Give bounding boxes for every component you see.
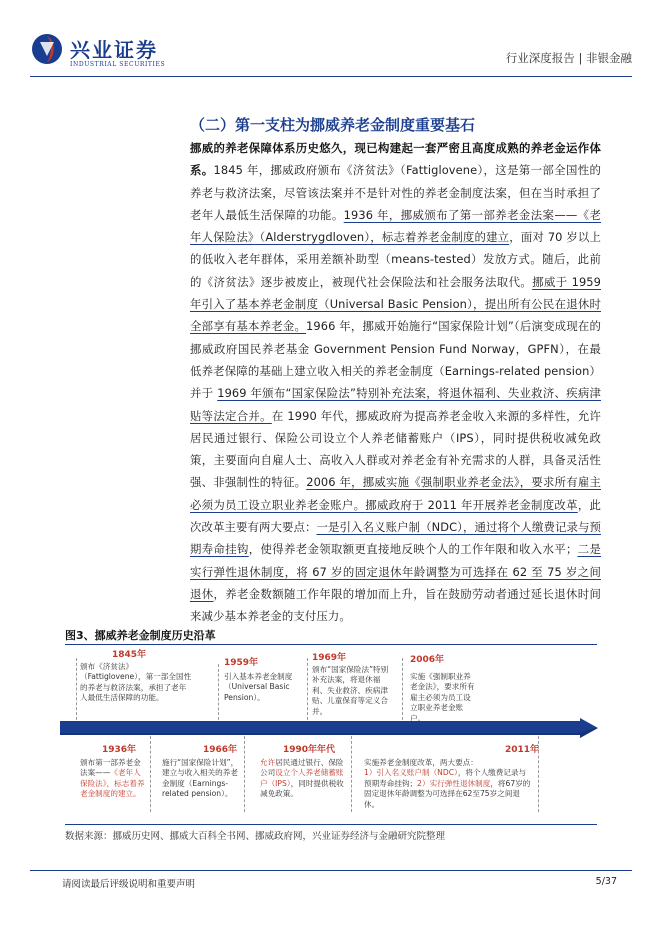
sentence-means-tested: ，面对 70 岁以上的低收入老年群体，采用差额补助型（means-tested）发放方式。随后，此前的《济贫法》逐步被废止，被现代社会保险法和社会服务法取代。 [190,230,601,289]
report-category: 行业深度报告 | 非银金融 [505,51,632,65]
figure-source: 数据来源：挪威历史网、挪威大百科全书网、挪威政府网，兴业证券经济与金融研究院整理 [65,831,446,842]
event-text-2011: 实施养老金制度改革，两大要点： 1）引入名义账户制（NDC），将个人缴费记录与预期寿命挂钩；2）实行弹性退休制度，将67岁的固定退休年龄调整为可选择在62至75岁之间退休。 [364,758,531,809]
sentence-flex-retirement: 二是实行弹性退休制度，将 67 岁的固定退休年龄调整为可选择在 62 至 75 岁之间退休 [190,542,601,601]
connector-1845 [76,658,77,720]
event-year-1845: 1845年 [112,650,147,660]
sentence-2011: 挪威政府于 2011 年开展养老金制度改革 [365,497,578,512]
company-name-cn: 兴业证券 [70,38,158,62]
sentence-flex-effect: ，养老金数额随工作年限的增加而上升，旨在鼓励劳动者通过延长退休时间来减少基本养老金的支付压力。 [190,586,601,624]
sentence-2006: 2006 年，挪威实施《强制职业养老金法》，要求所有雇主必须为员工设立职业养老金账户。 [190,475,601,512]
event-year-1990s: 1990年年代 [283,745,336,755]
sentence-1845: 1845 年，挪威政府颁布《济贫法》（Fattiglovene），这是第一部全国性的养老与救济法案，尽管该法案并不是针对性的养老金制度法案，但在当时承担了老年人最低生活保障的功能。 [190,163,601,222]
sentence-1936: 1936 年，挪威颁布了第一部养老金法案——《老年人保险法》（Alderstrygdloven），标志着养老金制度的建立 [190,207,601,245]
sentence-two-points: ，此次改革主要有两大要点： [190,497,601,535]
event-text-1936: 颁布第一部养老金法案——《老年人保险法》，标志着养老金制度的建立。 [80,758,145,799]
connector-1936 [150,736,151,812]
footer-divider [30,870,632,871]
sentence-1969: 1969 年颁布“国家保险法”特别补充法案，将退休福利、失业救济、疾病津贴等法定合并。 [190,386,602,423]
sentence-ndc: 一是引入名义账户制（NDC），通过将个人缴费记录与预期寿命挂钩 [190,520,601,557]
page-header [30,28,632,78]
connector-1959 [218,664,219,720]
connector-1990s [351,736,352,812]
event-year-1969: 1969年 [312,653,347,663]
event-text-1990s: 允许居民通过银行、保险公司设立个人养老储蓄账户（IPS），同时提供税收减免政策。 [260,758,344,799]
section-title: （二）第一支柱为挪威养老金制度重要基石 [190,116,476,134]
body-paragraph [190,137,601,628]
figure-bottom-rule [65,824,597,825]
figure-title: 图3、挪威养老金制度历史沿革 [65,629,216,642]
event-year-1959: 1959年 [224,658,259,668]
event-text-1969: 颁布“国家保险法”特别补充法案，将退休福利、失业救济、疾病津贴、儿童保育等定义合并。 [312,665,389,716]
sentence-1990s: 在 1990 年代，挪威政府为提高养老金收入来源的多样性，允许居民通过银行、保险公司设立个人养老储蓄账户（IPS），同时提供税收减免政策，主要面向自雇人士、高收入人群或对养老金有补充需求的人群，具备灵活性强、非强制性的特征。 [190,408,601,490]
event-text-1966: 施行“国家保险计划”，建立与收入相关的养老金制度（Earnings-related pension）。 [162,758,239,799]
timeline-arrow [60,718,600,738]
connector-1969 [307,658,308,720]
lead-sentence: 挪威的养老保障体系历史悠久，现已构建起一套严密且高度成熟的养老金运作体系。 [190,141,601,178]
sentence-ndc-effect: ，使得养老金领取额更直接地反映个人的工作年限和收入水平； [248,542,578,557]
event-year-1936: 1936年 [102,745,137,755]
header-divider [30,76,632,77]
footer-disclaimer: 请阅读最后评级说明和重要声明 [62,879,196,890]
page-number: 5/37 [595,876,617,887]
connector-1966 [244,736,245,812]
event-text-2006: 实施《强制职业养老金法》，要求所有雇主必须为员工设立职业养老金账户。 [410,672,475,723]
event-text-1845: 颁布《济贫法》（Fattiglovene），第一部全国性的养老与救济法案，承担了老年人最低生活保障的功能。 [80,662,192,703]
event-year-1966: 1966年 [203,745,238,755]
figure-top-rule [65,644,597,645]
event-year-2006: 2006年 [410,655,445,665]
event-text-1959: 引入基本养老金制度（Universal Basic Pension）。 [224,672,293,702]
connector-2006 [402,658,403,720]
company-logo-icon [30,32,64,66]
company-name-en: INDUSTRIAL SECURITIES [70,61,166,68]
sentence-1959: 挪威于 1959 年引入了基本养老金制度（Universal Basic Pension），提出所有公民在退休时全部享有基本养老金。 [190,274,601,334]
sentence-1966: 1966 年，挪威开始施行“国家保险计划”（后演变成现在的挪威政府国民养老基金 Government Pension Fund Norway，GPFN），在最低养老保障的基础上建立收入相关的养老金制度（Earnings-related pension）并于 [190,319,601,401]
event-year-2011: 2011年 [505,745,540,755]
